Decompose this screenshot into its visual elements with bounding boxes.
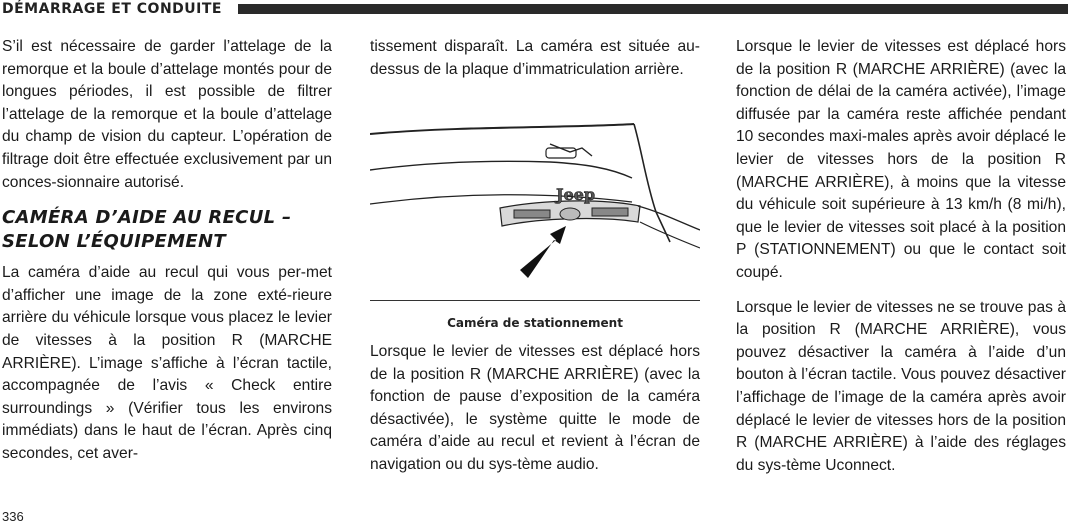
page-number: 336 bbox=[2, 509, 24, 524]
paragraph-camera-disable: Lorsque le levier de vitesses ne se trouve pas à la position R (MARCHE ARRIÈRE), vous pouvez désactiver la caméra à l’aide d’un bouton à l’écran tactile. Vous pouvez désactiver l’affichage de l’image de la caméra après avoir déplacé le levier de vitesses hors de la position R (MARCHE ARRIÈRE) à l’aide des réglages du sys-tème Uconnect. bbox=[736, 298, 1066, 474]
paragraph-camera-delay: Lorsque le levier de vitesses est déplacé hors de la position R (MARCHE ARRIÈRE) (avec la fonction de délai de la caméra activée), l’image diffusée par la caméra reste affichée pendant 10 secondes maxi-males après avoir déplacé le levier de vitesses hors de la position R (MARCHE ARRIÈRE), à moins que la vitesse du véhicule soit supérieure à 13 km/h (8 mi/h), que le levier de vitesses soit placé à la position P (STATIONNEMENT) ou que le contact soit coupé. bbox=[736, 38, 1066, 281]
header-rule bbox=[238, 4, 1068, 14]
text-column-2-top bbox=[370, 36, 700, 93]
paragraph-rear-camera-intro: La caméra d’aide au recul qui vous per-met d’afficher une image de la zone exté-rieure arrière du véhicule lorsque vous placez le levier de vitesses à la position R (MARCHE ARRIÈRE). L’image s’affiche à l’écran tactile, accompagnée de l’avis « Check entire surroundings » (Vérifier tous les environs immédiats) dans le haut de l’écran. Après cinq secondes, cet aver- bbox=[2, 264, 332, 462]
text-column-3 bbox=[736, 36, 1066, 489]
paragraph-camera-location: tissement disparaît. La caméra est située au-dessus de la plaque d’immatriculation arrière. bbox=[370, 38, 700, 78]
jeep-logo: Jeep bbox=[556, 185, 596, 204]
page-header bbox=[0, 0, 1068, 20]
parking-camera-illustration bbox=[370, 122, 700, 300]
paragraph-camera-exit: Lorsque le levier de vitesses est déplacé hors de la position R (MARCHE ARRIÈRE) (avec la fonction de pause d’exposition de la caméra désactivée), le système quitte le mode de caméra d’aide au recul et revient à l’écran de navigation ou du sys-tème audio. bbox=[370, 343, 700, 473]
text-column-2-bottom bbox=[370, 341, 700, 489]
figure-caption: Caméra de stationnement bbox=[447, 316, 623, 330]
text-column-1 bbox=[2, 36, 332, 478]
section-title: DÉMARRAGE ET CONDUITE bbox=[2, 1, 222, 17]
section-heading-rear-camera: CAMÉRA D’AIDE AU RECUL – SELON L’ÉQUIPEMENT bbox=[2, 207, 292, 253]
arrow-icon bbox=[520, 226, 566, 278]
paragraph-trailer-hitch-filter: S’il est nécessaire de garder l’attelage de la remorque et la boule d’attelage montés pour de longues périodes, il est possible de filtrer l’attelage de la remorque et la boule d’attelage du champ de vision du capteur. L’opération de filtrage doit être effectuée exclusivement par un conces-sionnaire autorisé. bbox=[2, 38, 332, 191]
parking-camera-figure bbox=[370, 122, 700, 301]
